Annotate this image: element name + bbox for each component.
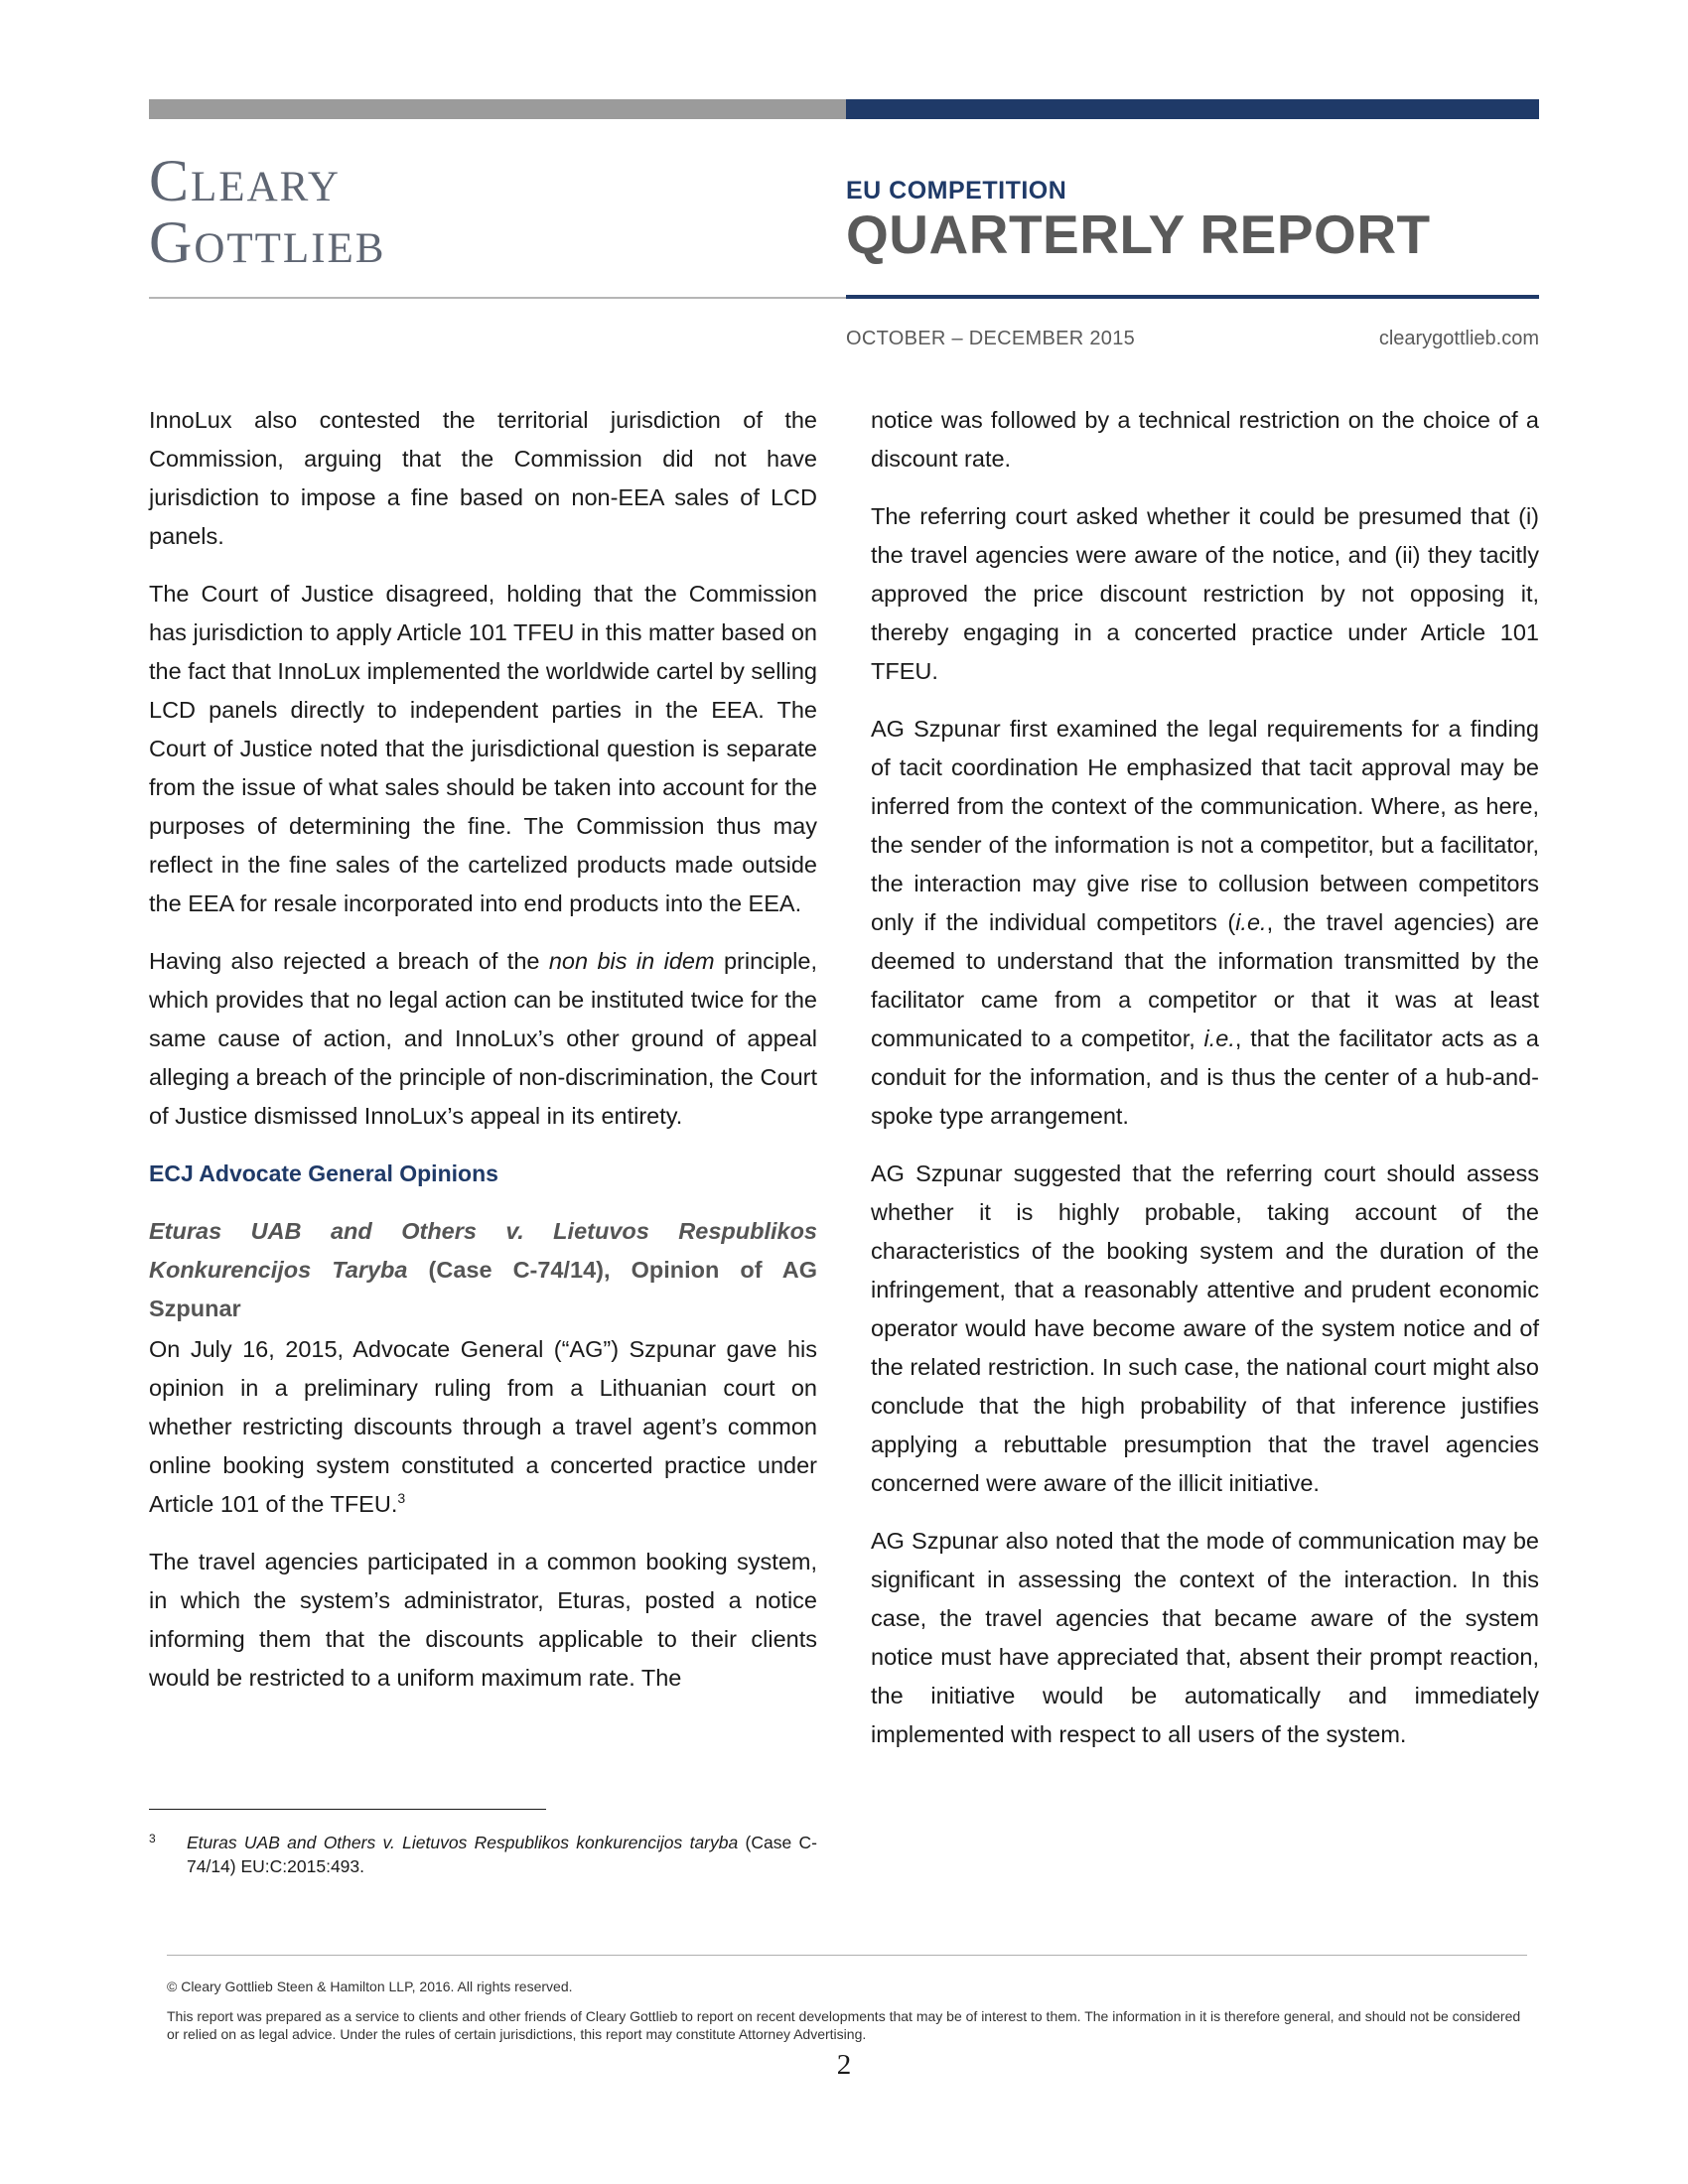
paragraph: The travel agencies participated in a common booking system, in which the system’s administrator, Eturas, posted a notice informing them that the discounts applicable to their clients would be restricted to a uniform maximum rate. The bbox=[149, 1549, 817, 1691]
paragraph: The Court of Justice disagreed, holding that the Commission has jurisdiction to apply Article 101 TFEU in this matter based on the fact that InnoLux implemented the worldwide cartel by selling LCD panels directly to independent parties in the EEA. The Court of Justice noted that the jurisdictional question is separate from the issue of what sales should be taken into account for the purposes of determining the fine. The Commission thus may reflect in the fine sales of the cartelized products made outside the EEA for resale incorporated into end products into the EEA. bbox=[149, 581, 817, 916]
report-title: QUARTERLY REPORT bbox=[846, 204, 1431, 265]
report-period: OCTOBER – DECEMBER 2015 bbox=[846, 328, 1136, 349]
cleary-gottlieb-logo: CLEARY GOTTLIEB bbox=[149, 148, 386, 275]
header-bar-grey bbox=[149, 99, 846, 119]
page-number: 2 bbox=[836, 2049, 852, 2081]
paragraph: InnoLux also contested the territorial jurisdiction of the Commission, arguing that the Commission did not have jurisdiction to impose a fine based on non-EEA sales of LCD panels. bbox=[149, 407, 817, 549]
paragraph: AG Szpunar first examined the legal requirements for a finding of tacit coordination He emphasized that tacit approval may be inferred from the context of the communication. Where, as here, the sender of the information is not a competitor, but a facilitator, the interaction may give rise to collusion between competitors only if the individual competitors (i.e., the travel agencies) are deemed to understand that the information transmitted by the facilitator came from a competitor or that it was at least communicated to a competitor, i.e., that the facilitator acts as a conduit for the information, and is thus the center of a hub-and-spoke type arrangement. bbox=[871, 716, 1539, 1129]
website-link[interactable]: clearygottlieb.com bbox=[1378, 328, 1539, 349]
paragraph: AG Szpunar also noted that the mode of communication may be significant in assessing the context of the interaction. In this case, the travel agencies that became aware of the system notice must have appreciated that, absent their prompt reaction, the initiative would be automatically and immediately implemented with respect to all users of the system. bbox=[871, 1528, 1539, 1747]
case-heading: Eturas UAB and Others v. Lietuvos Respublikos Konkurencijos Taryba (Case C-74/14), Opinion of AG Szpunar bbox=[149, 1218, 817, 1321]
paragraph: AG Szpunar suggested that the referring court should assess whether it is highly probable, taking account of the characteristics of the booking system and the duration of the infringement, that a reasonably attentive and prudent economic operator would have become aware of the system notice and of the related restriction. In such case, the national court might also conclude that the high probability of that inference justifies applying a rebuttable presumption that the travel agencies concerned were aware of the illicit initiative. bbox=[871, 1160, 1539, 1496]
footnote-reference[interactable]: 3 bbox=[397, 1490, 406, 1507]
paragraph: notice was followed by a technical restriction on the choice of a discount rate. bbox=[871, 407, 1539, 472]
footnote-number: 3 bbox=[149, 1832, 156, 1845]
disclaimer: This report was prepared as a service to clients and other friends of Cleary Gottlieb to report on recent developments that may be of interest to them. The information in it is therefore general, and should not be considered or relied on as legal advice. Under the rules of certain jurisdictions, this report may constitute Attorney Advertising. bbox=[167, 2008, 1521, 2042]
paragraph: Having also rejected a breach of the non bis in idem principle, which provides that no legal action can be instituted twice for the same cause of action, and InnoLux’s other ground of appeal alleging a breach of the principle of non-discrimination, the Court of Justice dismissed InnoLux’s appeal in its entirety. bbox=[149, 948, 817, 1129]
footer-divider bbox=[167, 1955, 1527, 1956]
footnote: 3 Eturas UAB and Others v. Lietuvos Respublikos konkurencijos taryba (Case C-74/14) EU:C:2015:493. bbox=[149, 1831, 817, 1878]
header-rule-grey bbox=[149, 297, 846, 299]
copyright-notice: © Cleary Gottlieb Steen & Hamilton LLP, 2016. All rights reserved. bbox=[167, 1979, 573, 1994]
header-rule-navy bbox=[846, 295, 1539, 299]
right-column bbox=[871, 401, 1539, 1773]
footnote-divider bbox=[149, 1809, 546, 1810]
paragraph: On July 16, 2015, Advocate General (“AG”) Szpunar gave his opinion in a preliminary ruling from a Lithuanian court on whether restricting discounts through a travel agent’s common online booking system constituted a concerted practice under Article 101 of the TFEU.$^3$ bbox=[149, 1336, 817, 1517]
section-heading: ECJ Advocate General Opinions bbox=[149, 1160, 498, 1186]
report-kicker: EU COMPETITION bbox=[846, 177, 1067, 205]
header-bar-navy bbox=[846, 99, 1539, 119]
paragraph: The referring court asked whether it could be presumed that (i) the travel agencies were aware of the notice, and (ii) they tacitly approved the price discount restriction by not opposing it, thereby engaging in a concerted practice under Article 101 TFEU. bbox=[871, 503, 1539, 684]
left-column bbox=[149, 401, 817, 1716]
